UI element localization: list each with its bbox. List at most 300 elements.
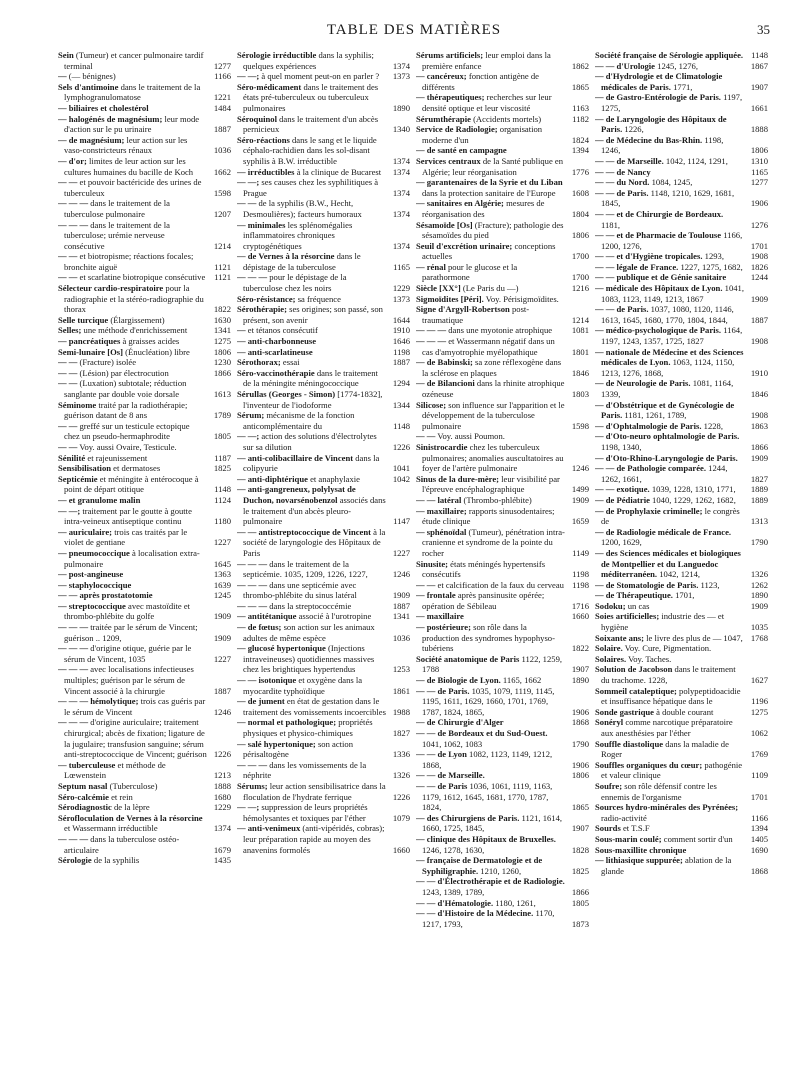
index-term: — — — — [237, 579, 268, 590]
index-term: — de Thérapeutique. — [595, 590, 673, 601]
index-page-number: 1866 — [213, 367, 231, 378]
index-entry — [237, 167, 410, 178]
index-page-number: 1700 — [571, 272, 589, 283]
index-description: dans la protection sanitaire de l'Europe — [422, 187, 556, 198]
index-term: — tuberculeuse — [58, 759, 116, 770]
index-page-number: 1374 — [392, 155, 410, 166]
index-term: — — — [58, 420, 78, 431]
index-term: — lithiasique suppurée; — [595, 855, 683, 866]
index-description: radio-activité — [601, 812, 647, 823]
index-term: — — du Nord. — [595, 177, 650, 188]
index-term: — de Vernes à la résorcine — [237, 251, 335, 262]
index-page-number: 1374 — [392, 187, 410, 198]
index-page-number: 1313 — [750, 516, 768, 527]
index-entry — [237, 453, 410, 474]
index-page-number: 1326 — [750, 569, 768, 580]
index-entry — [237, 336, 410, 347]
index-description: et biotropisme; réactions focales; bronchite aiguë — [64, 251, 194, 272]
index-entry — [595, 378, 768, 399]
index-term: — — et de Pharmacie de Toulouse — [595, 230, 722, 241]
index-entry — [595, 421, 768, 432]
index-term: Séroquinol — [237, 113, 277, 124]
index-entry — [58, 442, 231, 453]
index-entry — [595, 802, 768, 823]
page-number: 35 — [757, 22, 770, 37]
index-page-number: 1825 — [213, 463, 231, 474]
index-page-number: 1405 — [750, 833, 768, 844]
index-description: 1198, 1246, — [601, 134, 724, 156]
index-page-number: 1221 — [213, 92, 231, 103]
index-term: — —; — [237, 177, 260, 188]
index-entry — [416, 336, 589, 357]
index-term: — d'Oto-Rhino-Laryngologie de Paris. — [595, 452, 738, 463]
index-entry — [237, 410, 410, 431]
index-description: 1035, 1079, 1119, 1145, 1195, 1611, 1629, 1660, 1701, 1769, 1787, 1824, 1865, — [422, 685, 555, 717]
index-term: — — [237, 325, 246, 336]
index-term: — irréductibles — [237, 166, 295, 177]
index-description: dans le traitement de la septicémie. 1035, 1209, 1226, 1227, — [243, 558, 368, 580]
index-entry — [595, 643, 768, 654]
index-description: de la syphilis — [93, 855, 140, 866]
index-page-number: 1277 — [213, 60, 231, 71]
index-page-number: 1889 — [750, 484, 768, 495]
index-term: Sourds — [595, 823, 621, 834]
index-page-number: 1659 — [571, 516, 589, 527]
index-page-number: 1373 — [392, 293, 410, 304]
index-description: (Énucléation) libre — [125, 346, 190, 357]
index-entry — [595, 304, 768, 325]
index-term: Sérofloculation de Vernes à la résorcine — [58, 812, 203, 823]
index-term: Sources hydro-minérales des Pyrénées; — [595, 802, 739, 813]
index-term: Sein — [58, 50, 74, 60]
index-entry — [58, 400, 231, 421]
index-entry — [416, 304, 589, 325]
index-description: ses origines; son passé, son présent, son avenir — [243, 304, 383, 325]
index-page-number: 1310 — [750, 155, 768, 166]
index-description: 1180, 1261, — [495, 897, 536, 908]
index-page-number: 1906 — [571, 706, 589, 717]
index-description: Voy. Cure, Pigmentation. — [624, 643, 712, 654]
index-term: Séro-résistance; — [237, 293, 296, 304]
index-description: ses causes chez les syphilitiques à Prague — [243, 177, 379, 198]
index-description: avec localisations infectieuses multiples; guérison par le sérum de Vincent associé à la chirurgie — [64, 664, 194, 696]
index-page-number: 1373 — [392, 71, 410, 82]
index-term: Souffles organiques du cœur; — [595, 759, 703, 770]
index-entry — [416, 611, 589, 622]
index-entry — [595, 431, 768, 452]
index-term: Sinusite; — [416, 558, 448, 569]
index-description: 1197, 1275, — [601, 92, 743, 113]
index-page-number: 1484 — [213, 102, 231, 113]
index-description: associés dans le traitement d'un abcès pleuro-pulmonaire — [243, 494, 386, 527]
index-entry — [595, 633, 768, 644]
index-description: et dermatoses — [113, 463, 161, 474]
index-description: sa fréquence — [297, 293, 341, 304]
index-description: dans une myotonie atrophique — [448, 325, 553, 336]
index-page-number: 1165 — [393, 261, 410, 272]
index-page-number: 1627 — [750, 675, 768, 686]
index-entry — [416, 781, 589, 813]
index-page-number: 1344 — [392, 399, 410, 410]
index-page-number: 1908 — [750, 410, 768, 421]
index-page-number: 1226 — [213, 749, 231, 760]
index-page-number: 1645 — [213, 558, 231, 569]
index-page-number: 1374 — [392, 166, 410, 177]
index-entry — [237, 198, 410, 219]
index-description: leur mode d'action sur le pu urinaire — [64, 113, 200, 135]
index-term: — — — hémolytique; — [58, 696, 139, 707]
index-term: — de Babinski; — [416, 357, 473, 368]
index-entry — [416, 876, 589, 897]
index-description: 1081, 1164, 1339, — [601, 378, 734, 399]
index-description: et méningite à entérocoque à point de départ otitique — [64, 473, 199, 495]
index-entry — [416, 559, 589, 580]
index-description: conceptions actuelles — [422, 240, 556, 262]
index-description: 1245, 1276, — [657, 60, 698, 71]
index-page-number: 1374 — [213, 823, 231, 834]
index-entry — [595, 548, 768, 580]
index-entry — [595, 167, 768, 178]
index-page-number: 1227 — [213, 537, 231, 548]
index-entry — [237, 717, 410, 738]
index-entry — [58, 463, 231, 474]
index-page-number: 1846 — [571, 367, 589, 378]
index-term: — — publique et de Génie sanitaire — [595, 272, 727, 283]
index-term: — — — — [58, 664, 89, 675]
index-entry — [58, 474, 231, 495]
index-entry — [416, 728, 589, 749]
index-term: — — de Lyon — [416, 749, 467, 760]
index-page-number: 1803 — [571, 389, 589, 399]
index-description: son rôle dans la production des syndromes hypophyso-tubériens — [422, 622, 555, 654]
index-entry — [237, 474, 410, 485]
index-page-number: 1227 — [213, 653, 231, 664]
index-term: Solaire. — [595, 643, 623, 654]
index-page-number: 1180 — [214, 516, 231, 527]
index-description: (Tuberculose) — [109, 780, 158, 791]
index-description: 1701, — [675, 590, 695, 601]
index-description: [1774-1832], l'inventeur de l'iodoforme — [243, 389, 383, 410]
index-term: Sésamoïde [Os] — [416, 219, 473, 230]
index-term: — d'Obstétrique et de Gynécologie de Paris. — [595, 399, 735, 421]
index-description: à graisses acides — [122, 336, 180, 347]
index-entry — [595, 654, 768, 665]
index-page-number: 1226 — [392, 441, 410, 452]
index-term: — nationale de Médecine et des Sciences médicales de Lyon. — [595, 346, 744, 368]
index-page-number: 1166 — [751, 812, 768, 823]
index-term: Sérums artificiels; — [416, 50, 484, 60]
index-term: — de Radiologie médicale de France. — [595, 526, 732, 537]
index-entry — [595, 611, 768, 632]
index-description: leur visibilité par l'épreuve encéphalographique — [422, 473, 560, 495]
index-description: organisation moderne d'un — [422, 124, 543, 145]
index-entry — [237, 71, 410, 82]
index-description: de la lèpre — [113, 802, 150, 813]
index-term: — minimales — [237, 219, 286, 230]
index-description: 1039, 1228, 1310, 1771, — [651, 484, 736, 495]
index-page-number: 1276 — [750, 219, 768, 230]
index-term: Sélecteur cardio-respiratoire — [58, 283, 164, 294]
index-description: traitement par le goutte à goutte intra-veineux antiseptique continu — [64, 505, 192, 527]
index-entry — [595, 347, 768, 379]
index-term: — biliaires et cholestérol — [58, 102, 149, 113]
index-page-number: 1226 — [392, 791, 410, 802]
index-term: — — de Bordeaux et du Sud-Ouest. — [416, 728, 548, 738]
index-page-number: 1680 — [213, 791, 231, 802]
index-page-number: 1262 — [750, 579, 768, 590]
index-page-number: 1246 — [571, 463, 589, 474]
index-page-number: 1790 — [571, 738, 589, 749]
index-description: 1122, 1259, 1788 — [422, 653, 563, 675]
index-page-number: 1660 — [392, 844, 410, 855]
index-term: Sonde gastrique — [595, 706, 654, 717]
index-entry — [237, 325, 410, 336]
index-entry — [237, 251, 410, 272]
index-description: pathogénie et valeur clinique — [601, 759, 743, 781]
index-page-number: 1216 — [571, 283, 589, 294]
index-entry — [58, 781, 231, 792]
index-entry — [416, 114, 589, 125]
index-description: (Thrombo-phlébite) — [463, 494, 532, 505]
index-page-number: 1887 — [750, 314, 768, 325]
index-page-number: 1909 — [571, 494, 589, 505]
index-entry — [58, 813, 231, 834]
index-entry — [416, 220, 589, 241]
index-page-number: 1275 — [750, 706, 768, 717]
index-description: 1164, 1197, 1243, 1357, 1725, 1827 — [601, 325, 743, 347]
index-term: — de Neurologie de Paris. — [595, 378, 691, 389]
index-page-number: 1163 — [572, 102, 589, 113]
index-page-number: 1148 — [214, 484, 231, 495]
index-entry — [237, 304, 410, 325]
index-term: — — isotonique — [237, 675, 297, 686]
index-entry — [416, 177, 589, 198]
index-term: — normal et pathologique; — [237, 717, 337, 728]
index-term: — de Médecine du Bas-Rhin. — [595, 134, 703, 145]
index-description: suppression de leurs propriétés hémolysantes et toxiques par l'éther — [243, 802, 368, 823]
index-description: son rôle défensif contre les ennemis de l'organisme — [601, 780, 717, 802]
index-page-number: 1910 — [392, 325, 410, 336]
index-column-1 — [58, 50, 231, 1072]
index-term: Sous-marin coulé; — [595, 833, 662, 844]
index-term: Séro-vaccinothérapie — [237, 367, 315, 378]
index-entry — [58, 82, 231, 103]
index-entry — [595, 855, 768, 876]
index-page-number: 1109 — [751, 770, 768, 781]
index-entry — [595, 823, 768, 834]
index-page-number: 1888 — [213, 780, 231, 791]
index-term: Sinistrocardie — [416, 441, 468, 452]
index-term: — — latéral — [416, 494, 462, 505]
index-entry — [58, 114, 231, 135]
index-page-number: 1639 — [213, 579, 231, 590]
index-entry — [416, 378, 589, 399]
index-description: 1063, 1124, 1150, 1213, 1276, 1868, — [601, 357, 735, 378]
index-page-number: 1826 — [750, 261, 768, 272]
index-description: le congrès de — [601, 505, 740, 527]
index-description: en état de gestation dans le traitement des vomissements incoercibles — [243, 696, 386, 717]
index-term: — de fœtus; — [237, 622, 282, 633]
index-term: — — et de Chirurgie de Bordeaux. — [595, 208, 724, 219]
index-term: — anti-gangreneux, polylysat de Duchon, novarsénobenzol — [237, 484, 356, 505]
index-page-number: 1198 — [572, 579, 589, 590]
index-page-number: 1776 — [571, 166, 589, 177]
index-page-number: 1149 — [572, 547, 589, 558]
index-description: comme narcotique préparatoire aux anesthésies par l'éther — [601, 717, 733, 738]
index-entry — [237, 611, 410, 622]
index-term: — d'Ophtalmologie de Paris. — [595, 420, 702, 431]
index-term: — pancréatiques — [58, 336, 121, 347]
index-entry — [595, 707, 768, 718]
index-entry — [416, 156, 589, 177]
index-description: dans la streptococcémie — [269, 600, 352, 611]
index-term: — — — — [416, 325, 447, 336]
index-page-number: 1805 — [213, 431, 231, 442]
index-description: et rajeunissement — [87, 452, 148, 463]
index-entry — [237, 50, 410, 71]
index-description: greffé sur un testicule ectopique chez un pseudo-hermaphrodite — [64, 420, 190, 442]
index-description: (Accidents mortels) — [473, 113, 542, 124]
index-entry — [416, 622, 589, 654]
index-description: (Le Paris du —) — [462, 283, 519, 294]
index-term: — — — — [237, 600, 268, 611]
index-page-number: 1865 — [571, 802, 589, 813]
index-entry — [595, 506, 768, 527]
index-term: — —; — [237, 802, 260, 813]
index-term: Sommeil cataleptique; — [595, 685, 677, 696]
index-entry — [237, 823, 410, 855]
index-description: post-traumatique — [422, 304, 530, 325]
index-description: dans la tuberculose ostéo-articulaire — [64, 833, 180, 855]
index-description: et tétanos consécutif — [247, 325, 318, 336]
index-term: — auriculaire; — [58, 526, 113, 537]
index-description: 1166, 1200, 1276, — [601, 230, 743, 251]
index-term: Sérums; — [237, 780, 268, 791]
index-entry — [595, 92, 768, 113]
index-description: traitée par le sérum de Vincent; guérison .. 1209, — [64, 622, 198, 643]
index-entry — [58, 272, 231, 283]
index-description: traité par la radiothérapie; guérison datant de 8 ans — [64, 399, 188, 421]
index-term: — clinique des Hôpitaux de Bruxelles. — [416, 833, 556, 844]
index-description: (— bénignes) — [68, 71, 116, 82]
index-page-number: 1822 — [571, 643, 589, 654]
index-description: son action sur les animaux adultes de même espèce — [243, 622, 375, 643]
index-entry — [416, 898, 589, 909]
index-columns — [58, 50, 770, 1072]
index-description: propriétés physiques et physico-chimiques — [243, 717, 373, 738]
index-term: — anti-diphtérique — [237, 473, 308, 484]
index-page-number: 1196 — [751, 696, 768, 707]
index-page-number: 1214 — [213, 240, 231, 251]
index-page-number: 1246 — [392, 569, 410, 580]
index-page-number: 1910 — [750, 367, 768, 378]
index-page-number: 1907 — [571, 664, 589, 675]
index-term: — antitétanique — [237, 611, 297, 622]
index-entry — [58, 802, 231, 813]
index-entry — [237, 622, 410, 643]
index-page-number: 1613 — [213, 389, 231, 399]
index-page-number: 1662 — [213, 166, 231, 177]
index-page-number: 1828 — [571, 844, 589, 855]
index-description: 1084, 1245, — [651, 177, 693, 188]
index-term: — — — [58, 441, 78, 452]
index-description: 1082, 1123, 1149, 1212, 1868, — [422, 749, 553, 770]
index-term: — cancéreux; — [416, 71, 467, 82]
index-entry — [595, 845, 768, 856]
index-page-number: 1374 — [392, 208, 410, 219]
index-term: Semi-lunaire [Os] — [58, 346, 124, 357]
index-page-number: 1806 — [571, 230, 589, 241]
index-term: — —; — [58, 505, 81, 516]
index-term: — — — — [237, 558, 268, 569]
index-entry — [237, 389, 410, 410]
index-entry — [58, 50, 231, 71]
index-term: — anti-venimeux — [237, 823, 301, 834]
index-page-number: 1198 — [393, 346, 410, 357]
index-entry — [416, 262, 589, 283]
index-term: — de Pédiatrie — [595, 494, 650, 505]
index-entry — [595, 272, 768, 283]
index-entry — [58, 548, 231, 569]
index-entry — [416, 813, 589, 834]
index-entry — [58, 198, 231, 219]
index-entry — [58, 156, 231, 177]
index-entry — [237, 643, 410, 675]
index-page-number: 1363 — [213, 569, 231, 580]
index-entry — [595, 177, 768, 188]
index-description: pour le glucose et la parathormone — [422, 261, 518, 283]
index-term: — — de Paris. — [416, 685, 470, 696]
index-page-number: 1394 — [571, 145, 589, 156]
index-entry — [595, 283, 768, 304]
index-description: dans le traitement de la lymphogranulomatose — [64, 81, 201, 103]
index-description: dans la colipyurie — [243, 452, 380, 474]
index-page-number: 1598 — [571, 420, 589, 431]
index-page-number: 1867 — [750, 60, 768, 71]
index-page-number: 1827 — [750, 473, 768, 484]
index-entry — [58, 622, 231, 643]
index-description: dans le sang et le liquide céphalo-rachidien dans les sol-disant syphilis à B.W. irréductible — [243, 134, 377, 166]
index-description: Voy. Taches. — [628, 653, 672, 664]
index-page-number: 1690 — [750, 844, 768, 855]
index-term: — — [58, 71, 67, 82]
index-description: et méthode de Lœwenstein — [64, 759, 166, 781]
index-entry — [237, 357, 410, 368]
index-description: 1040, 1229, 1262, 1682, — [652, 494, 736, 505]
index-page-number: 1887 — [213, 124, 231, 135]
index-entry — [237, 114, 410, 135]
index-entry — [58, 453, 231, 464]
index-description: 1181, — [601, 219, 621, 230]
index-term: Sonéryl — [595, 717, 624, 728]
index-page-number: 1036 — [392, 632, 410, 643]
index-entry — [58, 590, 231, 601]
index-term: Sels d'antimoine — [58, 81, 119, 92]
index-page-number: 1863 — [750, 420, 768, 431]
index-term: Soixante ans; — [595, 632, 644, 643]
index-term: — post-angineuse — [58, 569, 124, 580]
index-page-number: 1804 — [571, 208, 589, 219]
index-term: Solaires. — [595, 653, 627, 664]
index-entry — [416, 325, 589, 336]
index-term: — — — [237, 198, 257, 209]
index-description: (Tumeur) et cancer pulmonaire tardif terminal — [64, 50, 204, 71]
index-description: chez les tuberculeux pulmonaires; anomalies auscultatoires au foyer de l'artère pulmonaire — [422, 441, 564, 474]
index-description: 1041, 1062, 1083 — [422, 738, 483, 749]
index-page-number: 1889 — [750, 494, 768, 505]
index-term: — de magnésium; — [58, 134, 125, 145]
index-entry — [237, 802, 410, 823]
